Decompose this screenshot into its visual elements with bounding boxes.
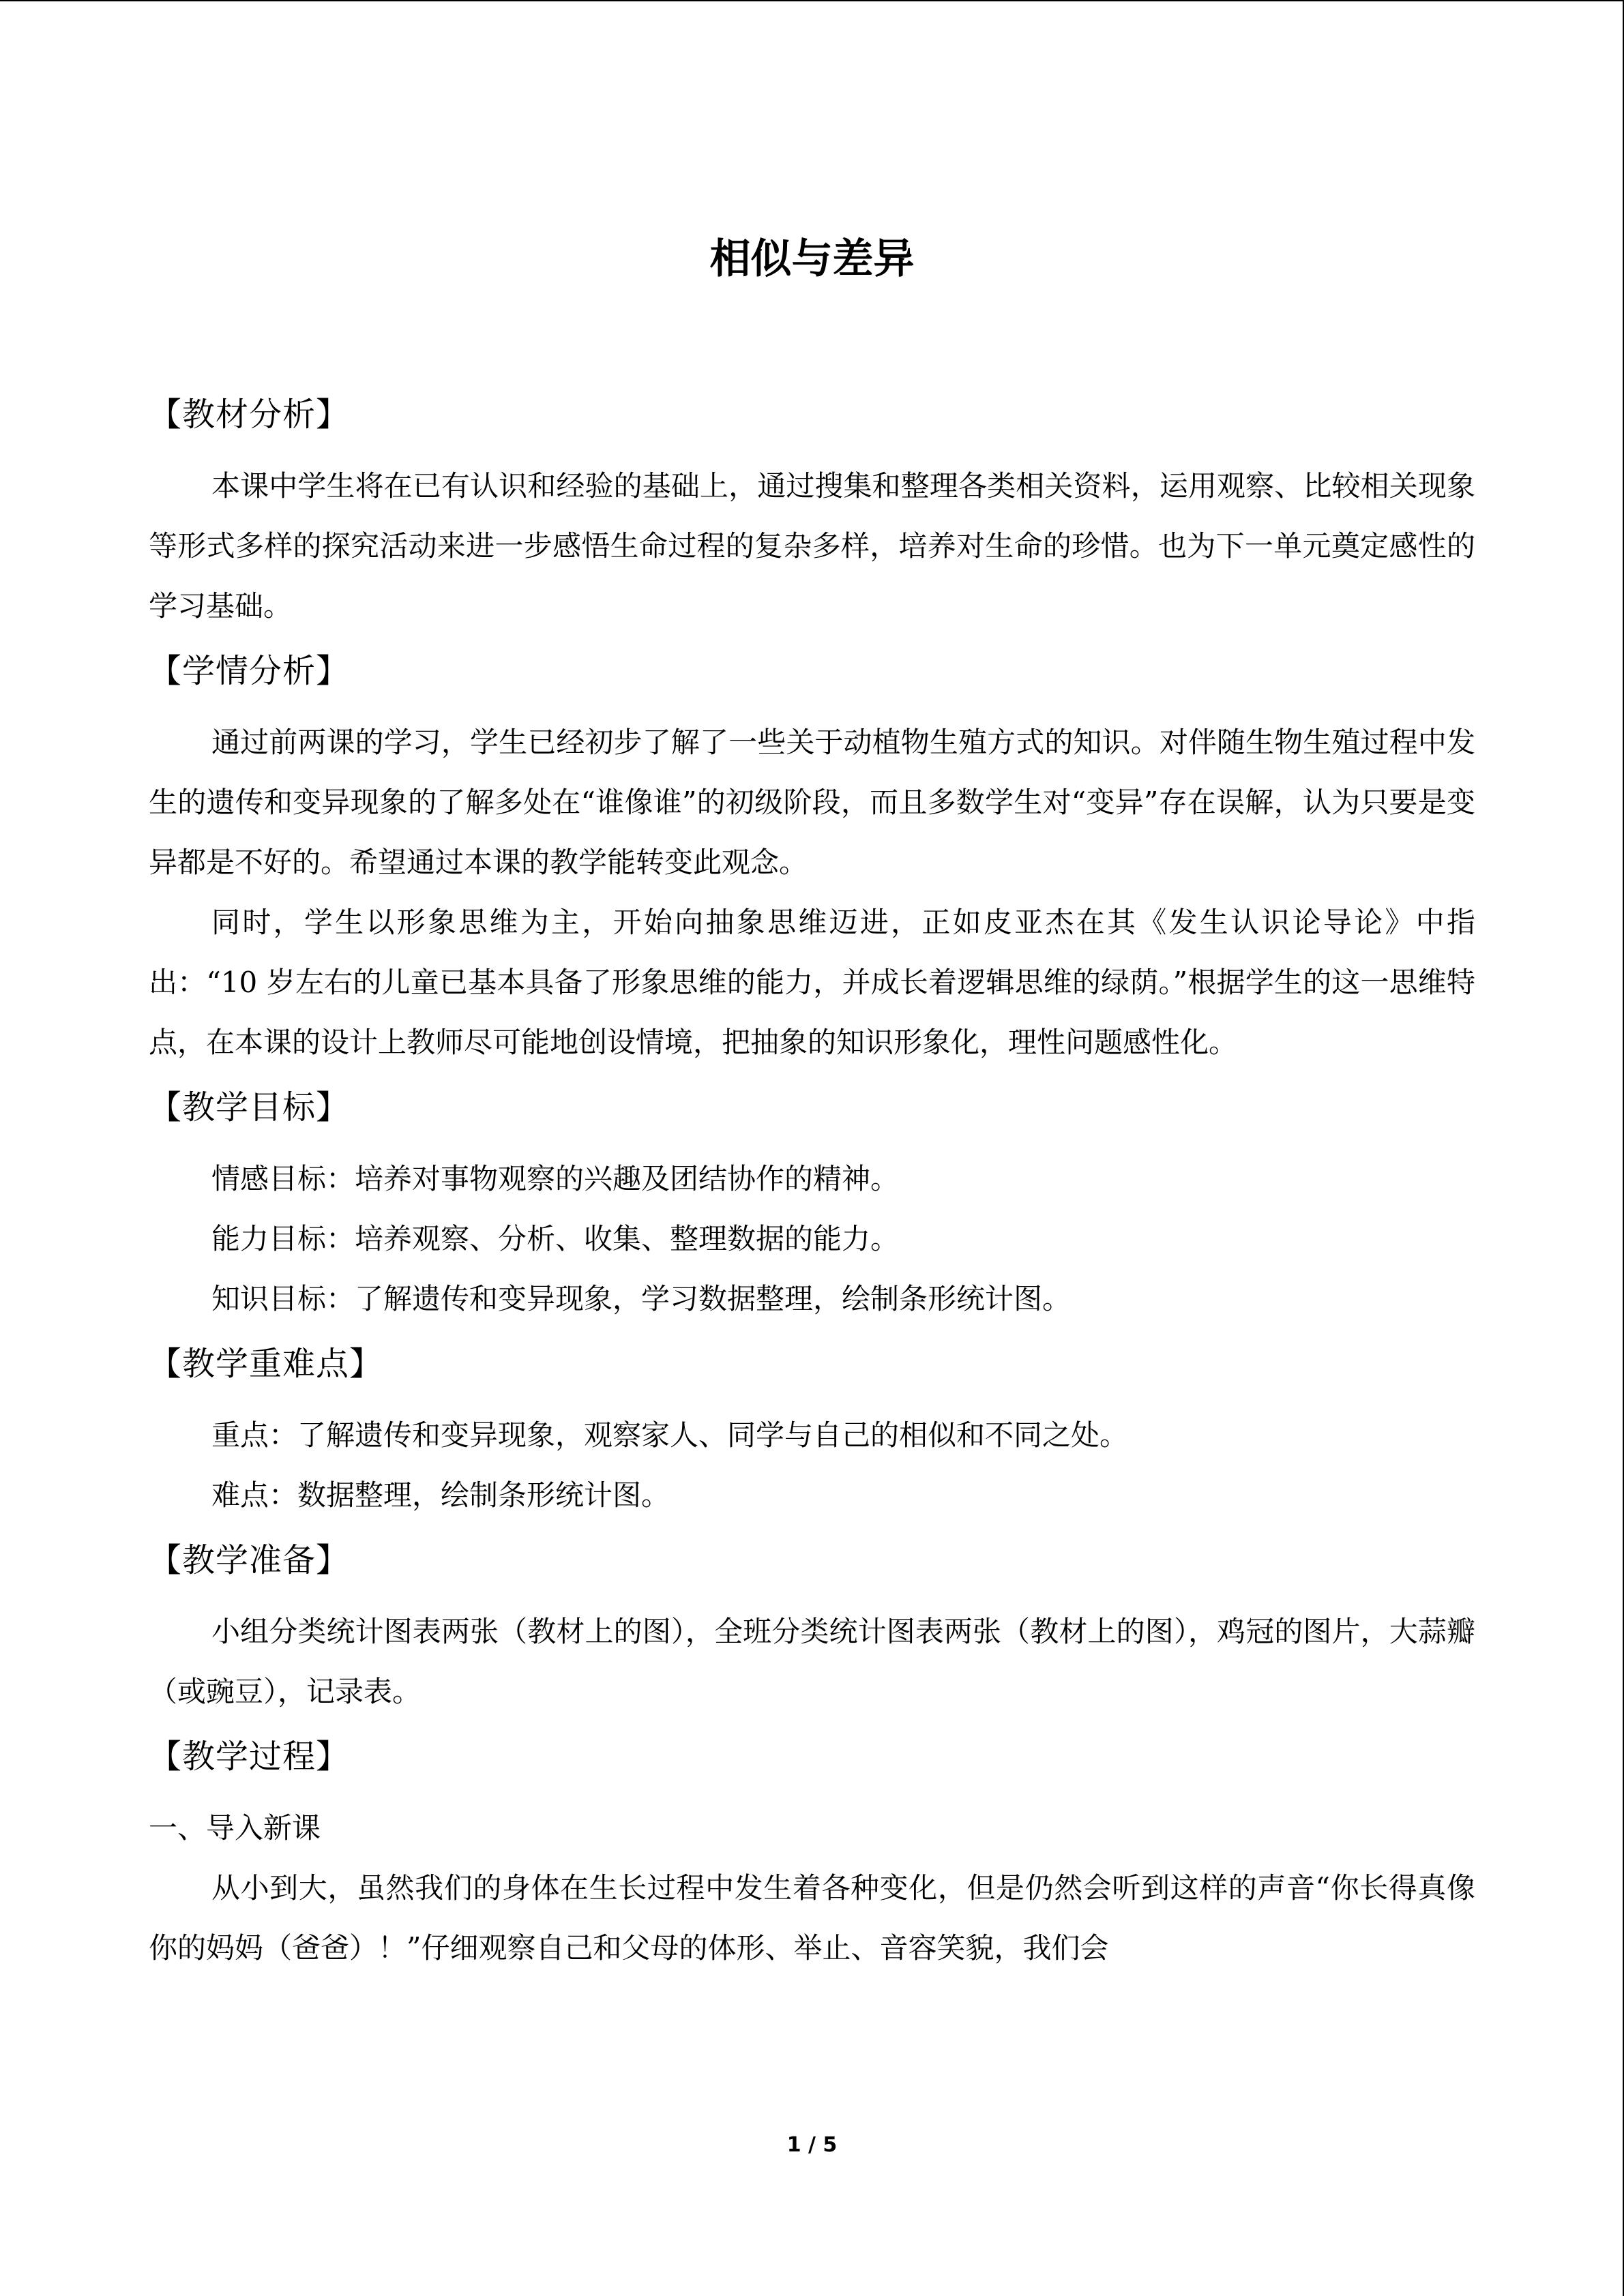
goal-item: 知识目标：了解遗传和变异现象，学习数据整理，绘制条形统计图。: [211, 1282, 1072, 1315]
heading-student-analysis: 【学情分析】: [149, 652, 350, 690]
document-content: [149, 385, 1475, 1984]
subheading-intro: 一、导入新课: [149, 1811, 321, 1845]
section-key-points: [149, 1393, 1475, 1531]
paragraph: 同时，学生以形象思维为主，开始向抽象思维迈进，正如皮亚杰在其《发生认识论导论》中指出：“10 岁左右的儿童已基本具备了形象思维的能力，并成长着逻辑思维的绿荫。”根据学生的这一思维特点，在本课的设计上教师尽可能地创设情境，把抽象的知识形象化，理性问题感性化。: [149, 906, 1475, 1059]
heading-key-points: 【教学重难点】: [149, 1345, 383, 1383]
section-textbook-analysis: [149, 444, 1475, 642]
key-point-item: 难点：数据整理，绘制条形统计图。: [211, 1478, 670, 1512]
section-student-analysis: [149, 700, 1475, 1078]
key-point-item: 重点：了解遗传和变异现象，观察家人、同学与自己的相似和不同之处。: [211, 1418, 1129, 1452]
heading-process: 【教学过程】: [149, 1738, 350, 1776]
heading-textbook-analysis: 【教材分析】: [149, 396, 350, 434]
paragraph: 通过前两课的学习，学生已经初步了解了一些关于动植物生殖方式的知识。对伴随生物生殖过程中发生的遗传和变异现象的了解多处在“谁像谁”的初级阶段，而且多数学生对“变异”存在误解，认为只要是变异都是不好的。希望通过本课的教学能转变此观念。: [149, 726, 1475, 879]
goal-item: 能力目标：培养观察、分析、收集、整理数据的能力。: [211, 1222, 900, 1255]
paragraph: 小组分类统计图表两张（教材上的图），全班分类统计图表两张（教材上的图），鸡冠的图片，大蒜瓣（或豌豆），记录表。: [149, 1615, 1475, 1708]
section-process: [149, 1786, 1475, 1984]
heading-teaching-goals: 【教学目标】: [149, 1088, 350, 1127]
goal-item: 情感目标：培养对事物观察的兴趣及团结协作的精神。: [211, 1162, 900, 1195]
paragraph: 本课中学生将在已有认识和经验的基础上，通过搜集和整理各类相关资料，运用观察、比较相关现象等形式多样的探究活动来进一步感悟生命过程的复杂多样，培养对生命的珍惜。也为下一单元奠定感性的学习基础。: [149, 469, 1475, 623]
page-number: 1 / 5: [786, 2133, 838, 2157]
section-preparation: [149, 1590, 1475, 1727]
section-teaching-goals: [149, 1137, 1475, 1335]
document-title: 相似与差异: [709, 235, 915, 284]
heading-preparation: 【教学准备】: [149, 1541, 350, 1579]
paragraph: 从小到大，虽然我们的身体在生长过程中发生着各种变化，但是仍然会听到这样的声音“你长得真像你的妈妈（爸爸）！”仔细观察自己和父母的体形、举止、音容笑貌，我们会: [149, 1871, 1475, 1965]
